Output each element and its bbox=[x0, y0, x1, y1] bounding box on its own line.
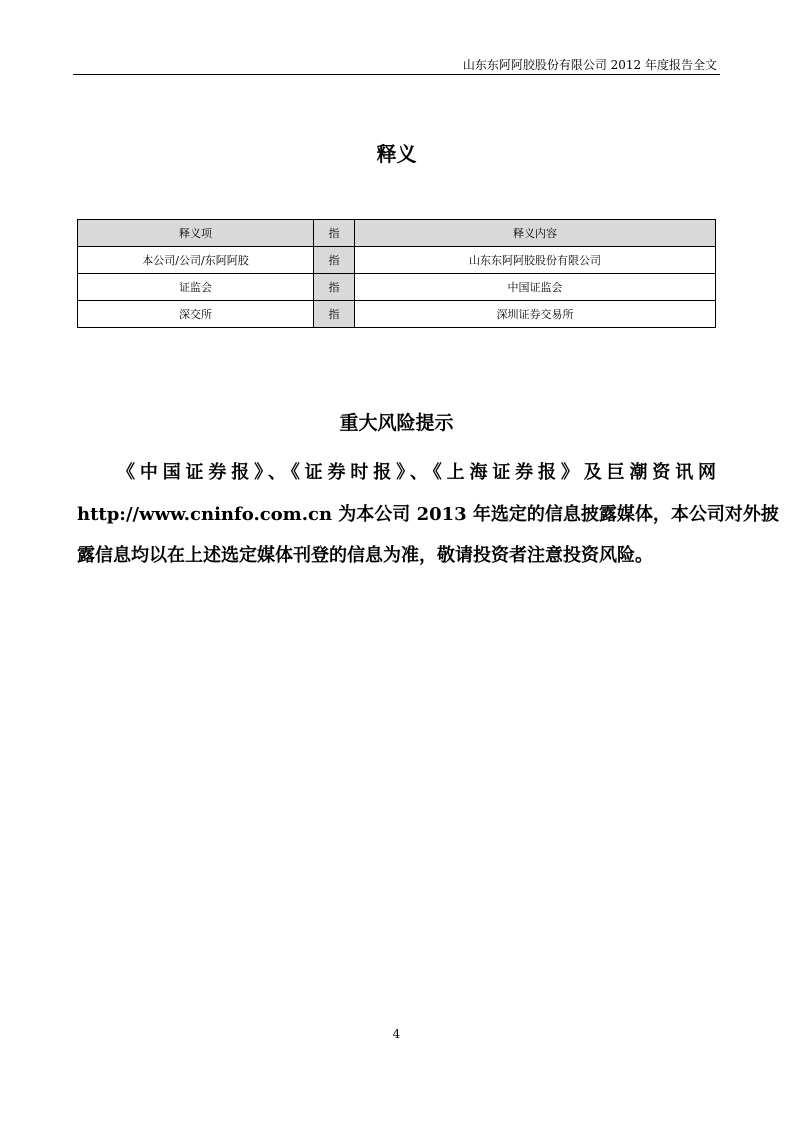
definitions-title: 释义 bbox=[376, 142, 417, 166]
meaning-cell: 山东东阿阿胶股份有限公司 bbox=[355, 247, 716, 274]
page-number: 4 bbox=[392, 1027, 401, 1041]
header-rule bbox=[73, 74, 720, 75]
column-header: 释义内容 bbox=[355, 220, 716, 247]
column-header: 指 bbox=[314, 220, 355, 247]
ref-cell: 指 bbox=[314, 301, 355, 328]
term-cell: 证监会 bbox=[78, 274, 314, 301]
risk-title: 重大风险提示 bbox=[339, 412, 454, 434]
term-cell: 深交所 bbox=[78, 301, 314, 328]
table-row bbox=[78, 274, 716, 301]
ref-cell: 指 bbox=[314, 247, 355, 274]
table-row bbox=[78, 301, 716, 328]
meaning-cell: 深圳证券交易所 bbox=[355, 301, 716, 328]
ref-cell: 指 bbox=[314, 274, 355, 301]
term-cell: 本公司/公司/东阿阿胶 bbox=[78, 247, 314, 274]
table-row bbox=[78, 247, 716, 274]
meaning-cell: 中国证监会 bbox=[355, 274, 716, 301]
column-header: 释义项 bbox=[78, 220, 314, 247]
running-header: 山东东阿阿胶股份有限公司 2012 年度报告全文 bbox=[462, 58, 717, 72]
risk-paragraph-line: 《中国证券报》、《证券时报》、《上海证券报》及巨潮资讯网 bbox=[117, 462, 716, 483]
definitions-table bbox=[77, 219, 716, 328]
table-header-row bbox=[78, 220, 716, 247]
risk-paragraph-line: 露信息均以在上述选定媒体刊登的信息为准，敬请投资者注意投资风险。 bbox=[77, 545, 653, 566]
risk-paragraph-line: http://www.cninfo.com.cn 为本公司 2013 年选定的信息披露媒体，本公司对外披 bbox=[77, 504, 779, 525]
